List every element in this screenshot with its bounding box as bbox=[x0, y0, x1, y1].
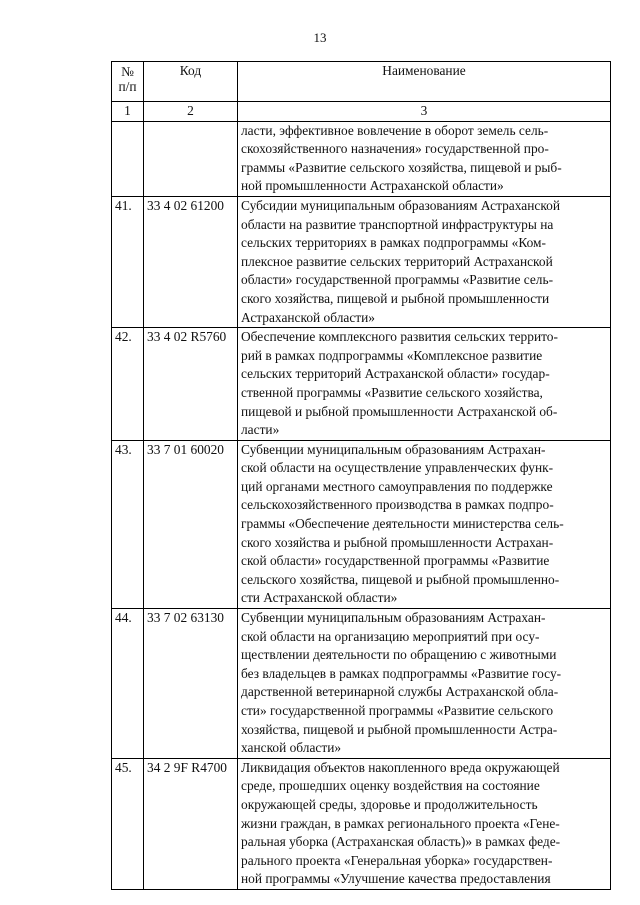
row-name bbox=[238, 196, 611, 327]
row-name-line: граммы «Развитие сельского хозяйства, пищевой и рыб- bbox=[241, 159, 562, 175]
row-name-line: рий в рамках подпрограммы «Комплексное развитие bbox=[241, 347, 543, 363]
row-name-line: сельского хозяйства, пищевой и рыбной промышленно- bbox=[241, 571, 560, 587]
row-code bbox=[144, 121, 238, 196]
table-row bbox=[112, 758, 611, 889]
row-code: 33 7 02 63130 bbox=[144, 609, 238, 759]
table-body bbox=[112, 121, 611, 889]
row-name-line: сти» государственной программы «Развитие сельского bbox=[241, 703, 554, 718]
row-name-line: скохозяйственного назначения» государственной про- bbox=[241, 141, 549, 157]
row-code: 33 4 02 61200 bbox=[144, 196, 238, 327]
row-number: 42. bbox=[112, 328, 144, 441]
row-name-line: Субсидии муниципальным образованиям Астраханской bbox=[241, 197, 561, 213]
row-name-line: ласти» bbox=[241, 422, 280, 438]
table-row bbox=[112, 328, 611, 441]
row-name-line: сти Астраханской области» bbox=[241, 590, 398, 606]
row-name-line: жизни граждан, в рамках регионального проекта «Гене- bbox=[241, 815, 560, 831]
table-header-row bbox=[112, 62, 611, 102]
column-index-row bbox=[112, 102, 611, 122]
row-name-line: хозяйства, пищевой и рыбной промышленности Астра- bbox=[241, 721, 558, 737]
row-name-line: Астраханской области» bbox=[241, 309, 375, 325]
table-row bbox=[112, 609, 611, 759]
row-number: 41. bbox=[112, 196, 144, 327]
row-name-line: ной промышленности Астраханской области» bbox=[241, 178, 504, 194]
column-index-1: 1 bbox=[112, 102, 144, 122]
row-name-line: сельских территорий Астраханской области» государ- bbox=[241, 366, 550, 382]
header-num-line2: п/п bbox=[118, 79, 137, 94]
row-name bbox=[238, 121, 611, 196]
header-code: Код bbox=[144, 62, 238, 102]
row-code: 34 2 9F R4700 bbox=[144, 758, 238, 889]
row-name-line: Субвенции муниципальным образованиям Астрахан- bbox=[241, 610, 546, 626]
header-name: Наименование bbox=[238, 62, 611, 102]
row-code: 33 4 02 R5760 bbox=[144, 328, 238, 441]
column-index-2: 2 bbox=[144, 102, 238, 122]
row-name-line: ской области на осуществление управленческих функ- bbox=[241, 460, 554, 476]
row-name-line: без владельцев в рамках подпрограммы «Развитие госу- bbox=[241, 665, 562, 681]
budget-code-table bbox=[111, 61, 611, 890]
row-name-line: дарственной ветеринарной службы Астраханской обла- bbox=[241, 684, 559, 700]
row-name bbox=[238, 758, 611, 889]
row-number: 44. bbox=[112, 609, 144, 759]
row-name-line: сельскохозяйственного производства в рамках подпро- bbox=[241, 497, 554, 513]
row-name bbox=[238, 328, 611, 441]
row-name-line: пищевой и рыбной промышленности Астраханской об- bbox=[241, 403, 558, 419]
row-name-line: ского хозяйства и рыбной промышленности Астрахан- bbox=[241, 534, 554, 550]
row-name-line: плексное развитие сельских территорий Астраханской bbox=[241, 253, 553, 269]
row-number: 45. bbox=[112, 758, 144, 889]
row-name-line: Обеспечение комплексного развития сельских террито- bbox=[241, 329, 558, 345]
row-name-line: ций органами местного самоуправления по поддержке bbox=[241, 478, 553, 494]
row-name-line: ласти, эффективное вовлечение в оборот земель сель- bbox=[241, 122, 549, 138]
table-row bbox=[112, 440, 611, 608]
row-name-line: ществлении деятельности по обращению с животными bbox=[241, 647, 557, 663]
table-row bbox=[112, 196, 611, 327]
row-name-line: Субвенции муниципальным образованиям Астрахан- bbox=[241, 441, 546, 457]
row-name bbox=[238, 440, 611, 608]
row-name-line: области» государственной программы «Развитие сель- bbox=[241, 272, 554, 288]
row-name-line: ной программы «Улучшение качества предоставления bbox=[241, 871, 551, 887]
row-name-line: ственной программы «Развитие сельского хозяйства, bbox=[241, 384, 543, 400]
column-index-3: 3 bbox=[238, 102, 611, 122]
row-name-line: Ликвидация объектов накопленного вреда окружающей bbox=[241, 759, 560, 775]
row-number: 43. bbox=[112, 440, 144, 608]
row-name-line: ральная уборка (Астраханская область)» в рамках феде- bbox=[241, 834, 561, 850]
row-name-line: ского хозяйства, пищевой и рыбной промышленности bbox=[241, 290, 550, 306]
row-name-line: ской области на организацию мероприятий при осу- bbox=[241, 628, 540, 644]
row-name-line: окружающей среды, здоровье и продолжительность bbox=[241, 796, 538, 812]
row-name-line: сельских территориях в рамках подпрограммы «Ком- bbox=[241, 235, 546, 251]
row-name-line: граммы «Обеспечение деятельности министерства сель- bbox=[241, 516, 564, 532]
row-name-line: рального проекта «Генеральная уборка» государствен- bbox=[241, 852, 553, 868]
page-number: 13 bbox=[313, 30, 327, 45]
row-code: 33 7 01 60020 bbox=[144, 440, 238, 608]
header-num bbox=[112, 62, 144, 102]
header-num-line1: № bbox=[121, 64, 134, 79]
row-number bbox=[112, 121, 144, 196]
row-name-line: области на развитие транспортной инфраструктуры на bbox=[241, 216, 554, 232]
row-name-line: среде, прошедших оценку воздействия на состояние bbox=[241, 778, 540, 794]
row-name-line: ханской области» bbox=[241, 740, 342, 756]
row-name bbox=[238, 609, 611, 759]
row-name-line: ской области» государственной программы «Развитие bbox=[241, 553, 550, 569]
table-row bbox=[112, 121, 611, 196]
